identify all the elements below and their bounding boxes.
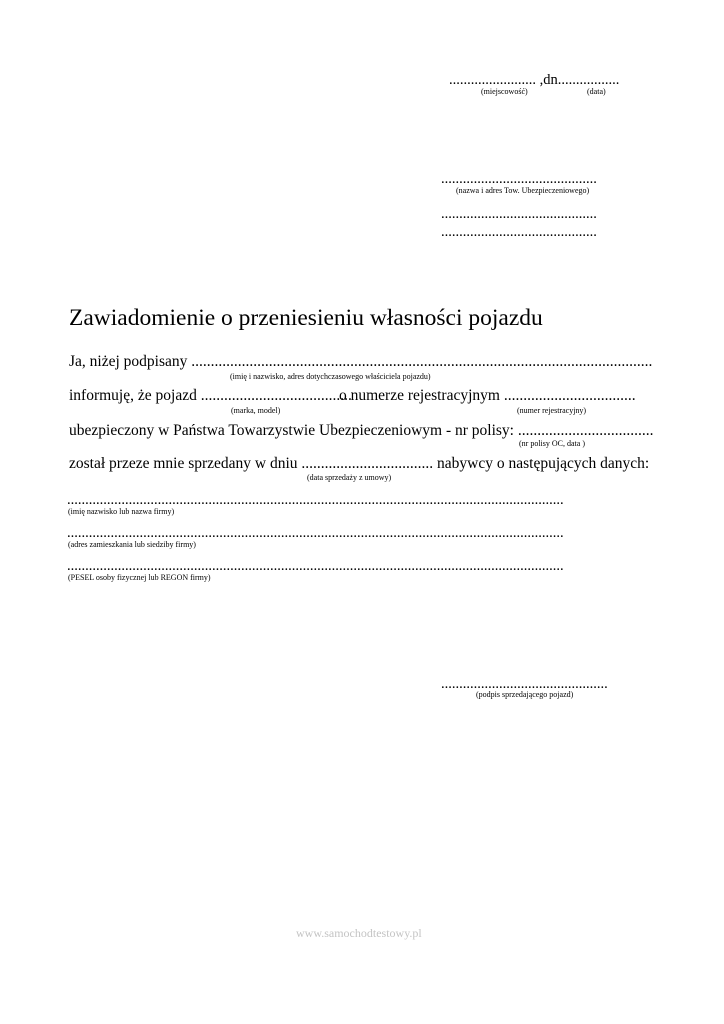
- buyer-name-hint: (imię nazwisko lub nazwa firmy): [68, 507, 175, 516]
- body-line-3: ubezpieczony w Państwa Towarzystwie Ubezpieczeniowym - nr polisy: ...................................: [69, 422, 654, 439]
- insurer-line-3: ...........................................: [441, 224, 597, 240]
- body-line-2-left: informuję, że pojazd .......................................: [69, 387, 352, 404]
- signature-hint: (podpis sprzedającego pojazd): [476, 690, 574, 699]
- body-line-4-hint: (data sprzedaży z umowy): [307, 473, 392, 482]
- place-date-line: ........................ ,dn.................: [449, 72, 620, 88]
- place-hint: (miejscowość): [481, 87, 528, 96]
- body-line-4: został przeze mnie sprzedany w dniu .................................. nabywcy o następujących danych:: [69, 455, 650, 472]
- body-line-2-hint-right: (numer rejestracyjny): [517, 406, 587, 415]
- buyer-id-line: .........................................................................................................................................: [67, 558, 564, 574]
- buyer-id-hint: (PESEL osoby fizycznej lub REGON firmy): [68, 573, 211, 582]
- signature-line: ..............................................: [441, 676, 608, 692]
- body-line-2-right: o numerze rejestracyjnym ..................................: [339, 387, 636, 404]
- body-line-1-hint: (imię i nazwisko, adres dotychczasowego właściciela pojazdu): [230, 372, 431, 381]
- body-line-3-hint: (nr polisy OC, data ): [519, 439, 585, 448]
- page-title: Zawiadomienie o przeniesieniu własności pojazdu: [69, 305, 543, 331]
- body-line-1: Ja, niżej podpisany .......................................................................................................................: [69, 353, 653, 370]
- footer-website: www.samochodtestowy.pl: [296, 926, 422, 940]
- date-hint: (data): [587, 87, 606, 96]
- buyer-address-hint: (adres zamieszkania lub siedziby firmy): [68, 540, 196, 549]
- insurer-line-2: ...........................................: [441, 206, 597, 222]
- insurer-line-1-hint: (nazwa i adres Tow. Ubezpieczeniowego): [456, 186, 590, 195]
- buyer-address-line: .........................................................................................................................................: [67, 525, 564, 541]
- body-line-2-hint-left: (marka, model): [231, 406, 281, 415]
- buyer-name-line: .........................................................................................................................................: [67, 492, 564, 508]
- insurer-line-1: ...........................................: [441, 171, 597, 187]
